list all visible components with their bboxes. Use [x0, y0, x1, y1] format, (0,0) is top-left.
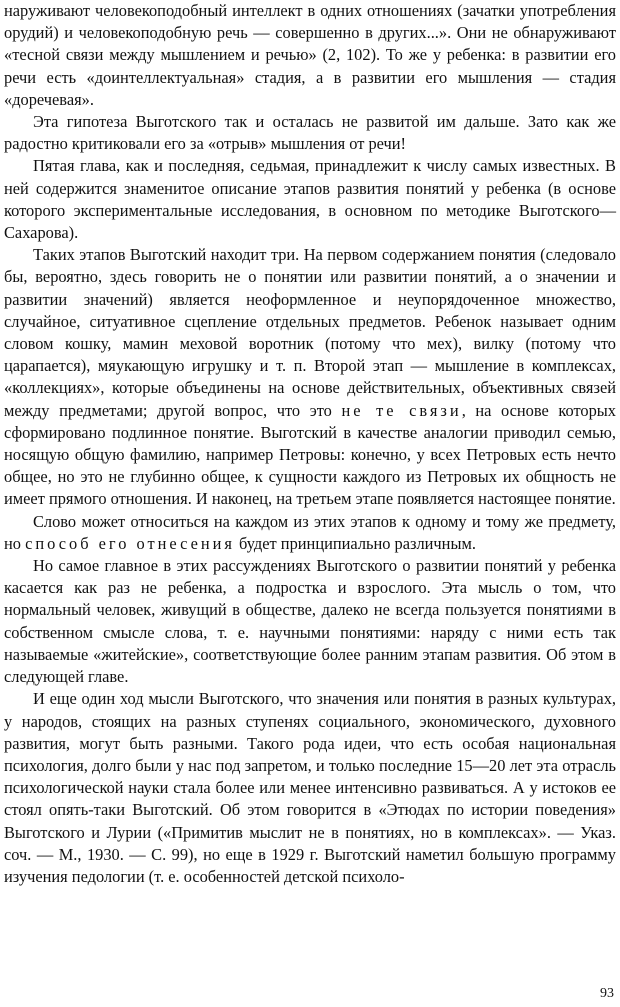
paragraph-hypothesis: Эта гипотеза Выготского так и осталась не развитой им дальше. Зато как же радостно критиковали его за «отрыв» мышления от речи!	[4, 112, 616, 154]
text-segment: , на основе которых сформировано подлинное понятие. Выготский в качестве аналогии приводил семью, носящую общую фамилию, например Петровы: конечно, у всех Петровых есть нечто общее, но это не глубинно общее, к сущности каждого из Петровых их общность не имеет прямого отношения. И наконец, на третьем этапе появляется настоящее понятие.	[4, 400, 616, 509]
page-number: 93	[600, 986, 614, 1001]
text-segment: Слово может относиться на каждом из этих этапов к одному и тому же предмету, но	[4, 511, 616, 553]
paragraph-main-point: Но самое главное в этих рассуждениях Выготского о развитии понятий у ребенка касается как раз не ребенка, а подростка и взрослого. Эта мысль о том, что нормальный человек, живущий в обществе, далеко не всегда пользуется понятиями в собственном смысле слова, т. е. научными понятиями: наряду с ними есть так называемые «житейские», соответствующие более ранним этапам развития. Об этом в следующей главе.	[4, 556, 616, 687]
paragraph-word-relation	[4, 511, 616, 555]
spaced-emphasis: не те связи	[341, 400, 462, 420]
text-segment: Таких этапов Выготский находит три. На первом содержанием понятия (следовало бы, вероятно, здесь говорить не о понятии или развитии понятий, а о значении и развитии значений) является неоформленное и неупорядоченное множество, случайное, ситуативное сцепление отдельных предметов. Ребенок называет одним словом кошку, мамин меховой воротник (потому что мех), вилку (потому что царапается), мяукающую игрушку и т. п. Второй этап — мышление в комплексах, «коллекциях», которые объединены на основе действительных, объективных связей между предметами; другой вопрос, что это	[4, 245, 616, 420]
paragraph-fifth-chapter: Пятая глава, как и последняя, седьмая, принадлежит к числу самых известных. В ней содержится знаменитое описание этапов развития понятий у ребенка (в основе которого экспериментальные исследования, в основном по методике Выготского—Сахарова).	[4, 156, 616, 243]
spaced-emphasis: способ его отнесения	[25, 533, 235, 553]
paragraph-continued: наруживают человекоподобный интеллект в одних отношениях (зачатки употребления орудий) и человекоподобную речь — совершенно в других...». Они не обнаруживают «тесной связи между мышлением и речью» (2, 102). То же у ребенка: в развитии его речи есть «доинтеллектуальная» стадия, а в развитии его мышления — стадия «доречевая».	[4, 1, 616, 109]
document-page	[4, 0, 616, 888]
paragraph-cultures: И еще один ход мысли Выготского, что значения или понятия в разных культурах, у народов, стоящих на разных ступенях социального, экономического, духовного развития, могут быть разными. Такого рода идеи, что есть особая национальная психология, долго были у нас под запретом, и только последние 15—20 лет эта отрасль психологической науки стала более или менее интенсивно развиваться. А у истоков ее стоял опять-таки Выготский. Об этом говорится в «Этюдах по истории поведения» Выготского и Лурии («Примитив мыслит не в понятиях, но в комплексах». — Указ. соч. — М., 1930. — С. 99), но еще в 1929 г. Выготский наметил большую программу изучения педологии (т. е. особенностей детской психоло-	[4, 689, 616, 886]
paragraph-three-stages	[4, 244, 616, 510]
text-segment: будет принципиально различным.	[234, 533, 476, 553]
